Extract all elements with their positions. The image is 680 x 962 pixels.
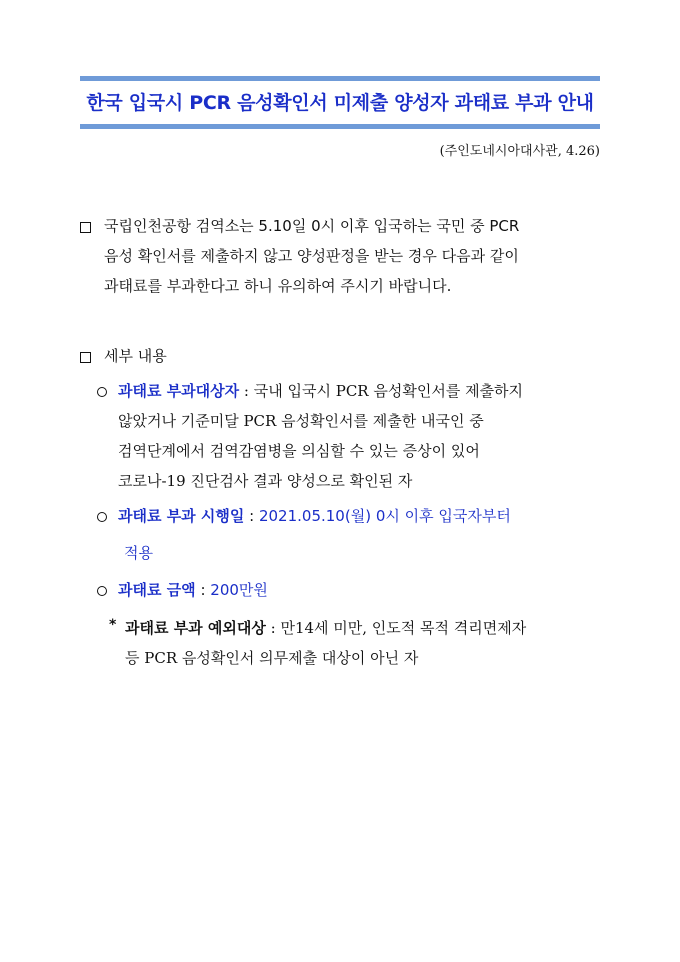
amount-line: 과태료 금액 : 200만원: [118, 581, 268, 599]
exception-text: 만14세 미만, 인도적 목적 격리면제자: [280, 619, 527, 637]
intro-line-1: 국립인천공항 검역소는 5.10일 0시 이후 입국하는 국민 중 PCR: [104, 217, 520, 235]
date-line-1: 과태료 부과 시행일 : 2021.05.10(월) 0시 이후 입국자부터: [118, 507, 511, 525]
target-line-4: 코로나-19 진단검사 결과 양성으로 확인된 자: [118, 472, 413, 490]
amount-value: 200만원: [210, 581, 268, 599]
target-line-2: 않았거나 기준미달 PCR 음성확인서를 제출한 내국인 중: [118, 412, 484, 430]
exception-line-2: 등 PCR 음성확인서 의무제출 대상이 아닌 자: [125, 649, 419, 667]
circle-bullet-icon: [97, 512, 107, 522]
target-text: 국내 입국시 PCR 음성확인서를 제출하지: [253, 382, 524, 400]
exception-line-1: 과태료 부과 예외대상 : 만14세 미만, 인도적 목적 격리면제자: [125, 619, 527, 637]
title-bottom-rule: [80, 124, 600, 129]
details-heading: 세부 내용: [104, 347, 167, 365]
target-line-1: 과태료 부과대상자 : 국내 입국시 PCR 음성확인서를 제출하지: [118, 382, 524, 400]
target-line-3: 검역단계에서 검역감염병을 의심할 수 있는 증상이 있어: [118, 442, 480, 460]
square-bullet-icon: [80, 352, 91, 363]
target-label: 과태료 부과대상자: [118, 382, 240, 400]
title-top-rule: [80, 76, 600, 81]
date-value: 2021.05.10(월) 0시 이후 입국자부터: [258, 507, 511, 525]
exception-label: 과태료 부과 예외대상: [125, 619, 266, 637]
square-bullet-icon: [80, 222, 91, 233]
intro-line-3: 과태료를 부과한다고 하니 유의하여 주시기 바랍니다.: [104, 277, 452, 295]
page-title: 한국 입국시 PCR 음성확인서 미제출 양성자 과태료 부과 안내: [86, 92, 594, 114]
intro-line-2: 음성 확인서를 제출하지 않고 양성판정을 받는 경우 다음과 같이: [104, 247, 519, 265]
date-label: 과태료 부과 시행일: [118, 507, 245, 525]
source-note: (주인도네시아대사관, 4.26): [439, 144, 600, 159]
circle-bullet-icon: [97, 586, 107, 596]
circle-bullet-icon: [97, 387, 107, 397]
amount-label: 과태료 금액: [118, 581, 196, 599]
asterisk-bullet-icon: *: [109, 617, 117, 633]
date-cont: 적용: [124, 544, 153, 562]
